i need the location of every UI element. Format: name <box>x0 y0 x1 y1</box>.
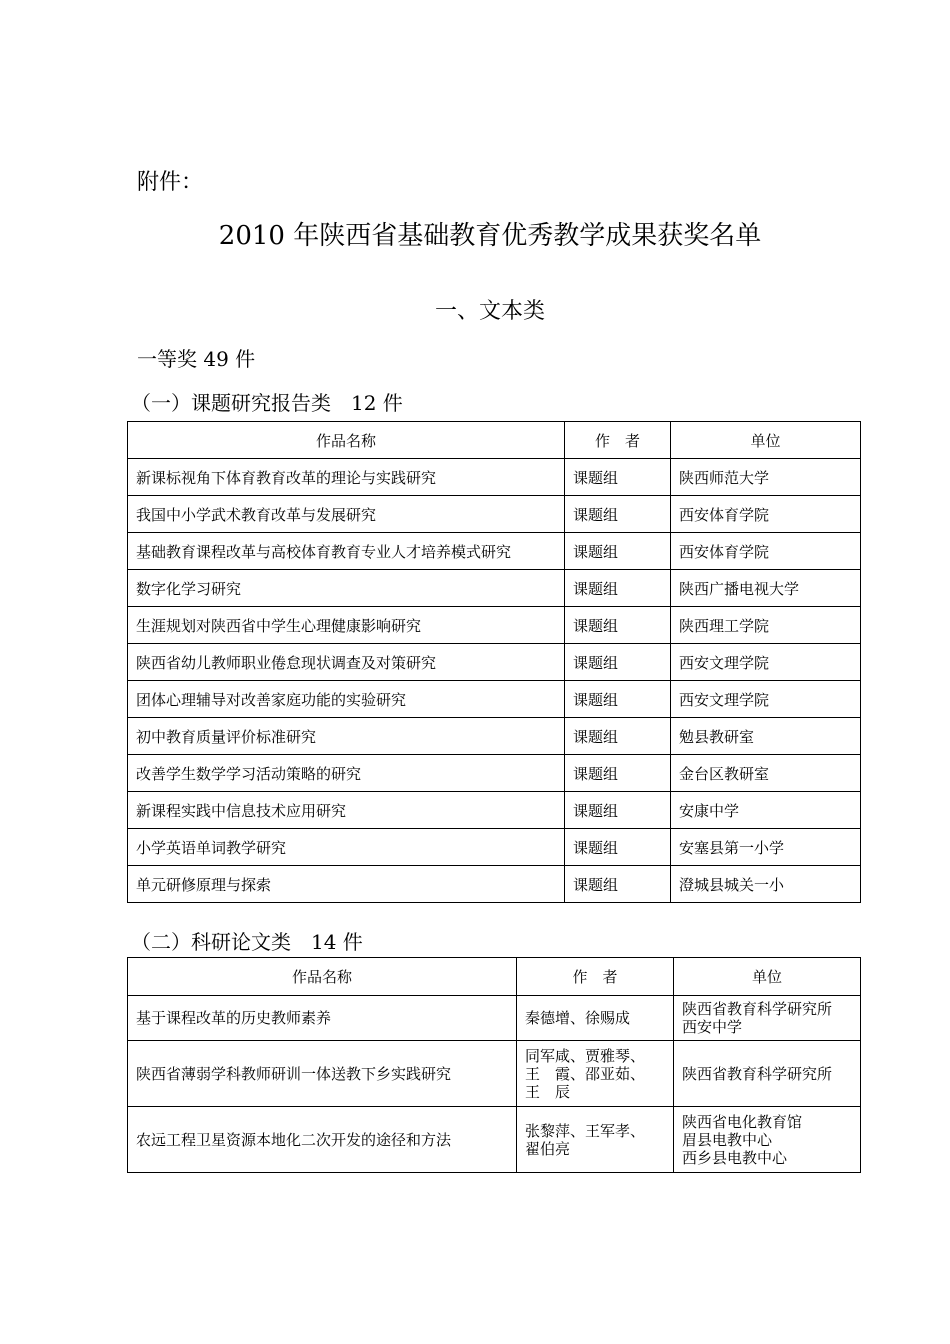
unit-cell: 西安体育学院 <box>671 533 861 570</box>
table-row <box>128 533 861 570</box>
column-header-unit: 单位 <box>674 958 861 996</box>
work-cell: 我国中小学武术教育改革与发展研究 <box>128 496 565 533</box>
table-header-row <box>128 958 861 996</box>
unit-cell: 安塞县第一小学 <box>671 829 861 866</box>
author-cell: 课题组 <box>565 866 671 903</box>
section-heading: 一、文本类 <box>434 299 545 324</box>
author-line: 秦德增、徐赐成 <box>525 1009 631 1027</box>
author-cell: 课题组 <box>565 459 671 496</box>
unit-cell: 陕西师范大学 <box>671 459 861 496</box>
attachment-label: 附件： <box>137 170 204 195</box>
unit-line: 西乡县电教中心 <box>682 1148 788 1167</box>
author-cell <box>517 1107 674 1173</box>
table-row <box>128 792 861 829</box>
author-cell: 课题组 <box>565 533 671 570</box>
work-cell: 农远工程卫星资源本地化二次开发的途径和方法 <box>128 1107 517 1173</box>
category2-table <box>127 957 861 1173</box>
work-cell: 基础教育课程改革与高校体育教育专业人才培养模式研究 <box>128 533 565 570</box>
unit-cell: 陕西理工学院 <box>671 607 861 644</box>
unit-cell: 西安体育学院 <box>671 496 861 533</box>
author-cell: 课题组 <box>565 570 671 607</box>
unit-line: 陕西省电化教育馆 <box>682 1112 803 1131</box>
document-title: 2010 年陕西省基础教育优秀教学成果获奖名单 <box>218 221 762 251</box>
author-cell <box>517 1041 674 1107</box>
author-line: 翟伯亮 <box>525 1139 571 1158</box>
table-row <box>128 681 861 718</box>
table-row <box>128 459 861 496</box>
unit-cell: 西安文理学院 <box>671 644 861 681</box>
work-cell: 数字化学习研究 <box>128 570 565 607</box>
table-row <box>128 866 861 903</box>
work-cell: 改善学生数学学习活动策略的研究 <box>128 755 565 792</box>
work-cell: 初中教育质量评价标准研究 <box>128 718 565 755</box>
category2-heading: （二）科研论文类 14 件 <box>131 930 363 954</box>
author-cell <box>517 996 674 1041</box>
table-row <box>128 1041 861 1107</box>
prize-level: 一等奖 49 件 <box>137 347 256 371</box>
unit-cell <box>674 1041 861 1107</box>
column-header-author: 作 者 <box>517 958 674 996</box>
author-line: 王 霞、邵亚茹、 <box>525 1064 646 1083</box>
author-line: 王 辰 <box>525 1082 571 1101</box>
work-cell: 新课标视角下体育教育改革的理论与实践研究 <box>128 459 565 496</box>
column-header-unit: 单位 <box>671 422 861 459</box>
table-row <box>128 607 861 644</box>
work-cell: 小学英语单词教学研究 <box>128 829 565 866</box>
column-header-author: 作 者 <box>565 422 671 459</box>
column-header-work: 作品名称 <box>128 422 565 459</box>
author-cell: 课题组 <box>565 644 671 681</box>
author-line: 同军咸、贾雅琴、 <box>525 1046 646 1065</box>
table-row <box>128 1107 861 1173</box>
work-cell: 基于课程改革的历史教师素养 <box>128 996 517 1041</box>
unit-cell: 金台区教研室 <box>671 755 861 792</box>
unit-cell: 安康中学 <box>671 792 861 829</box>
unit-cell: 西安文理学院 <box>671 681 861 718</box>
work-cell: 团体心理辅导对改善家庭功能的实验研究 <box>128 681 565 718</box>
table-header-row <box>128 422 861 459</box>
author-cell: 课题组 <box>565 829 671 866</box>
author-cell: 课题组 <box>565 792 671 829</box>
author-line: 张黎萍、王军孝、 <box>525 1121 646 1140</box>
author-cell: 课题组 <box>565 607 671 644</box>
table-row <box>128 718 861 755</box>
work-cell: 生涯规划对陕西省中学生心理健康影响研究 <box>128 607 565 644</box>
author-cell: 课题组 <box>565 718 671 755</box>
unit-cell <box>674 1107 861 1173</box>
category1-heading: （一）课题研究报告类 12 件 <box>131 391 403 415</box>
unit-line: 眉县电教中心 <box>682 1130 773 1149</box>
table-row <box>128 755 861 792</box>
table-row <box>128 996 861 1041</box>
unit-line: 陕西省教育科学研究所 <box>682 1064 833 1083</box>
unit-cell: 勉县教研室 <box>671 718 861 755</box>
work-cell: 陕西省幼儿教师职业倦怠现状调查及对策研究 <box>128 644 565 681</box>
table-row <box>128 644 861 681</box>
table-row <box>128 570 861 607</box>
work-cell: 单元研修原理与探索 <box>128 866 565 903</box>
work-cell: 陕西省薄弱学科教师研训一体送教下乡实践研究 <box>128 1041 517 1107</box>
author-cell: 课题组 <box>565 496 671 533</box>
author-cell: 课题组 <box>565 755 671 792</box>
category1-table <box>127 421 861 903</box>
column-header-work: 作品名称 <box>128 958 517 996</box>
work-cell: 新课程实践中信息技术应用研究 <box>128 792 565 829</box>
table-row <box>128 829 861 866</box>
table-row <box>128 496 861 533</box>
unit-cell: 陕西广播电视大学 <box>671 570 861 607</box>
unit-cell <box>674 996 861 1041</box>
unit-cell: 澄城县城关一小 <box>671 866 861 903</box>
unit-line: 陕西省教育科学研究所 <box>682 1000 833 1018</box>
unit-line: 西安中学 <box>682 1018 743 1036</box>
author-cell: 课题组 <box>565 681 671 718</box>
